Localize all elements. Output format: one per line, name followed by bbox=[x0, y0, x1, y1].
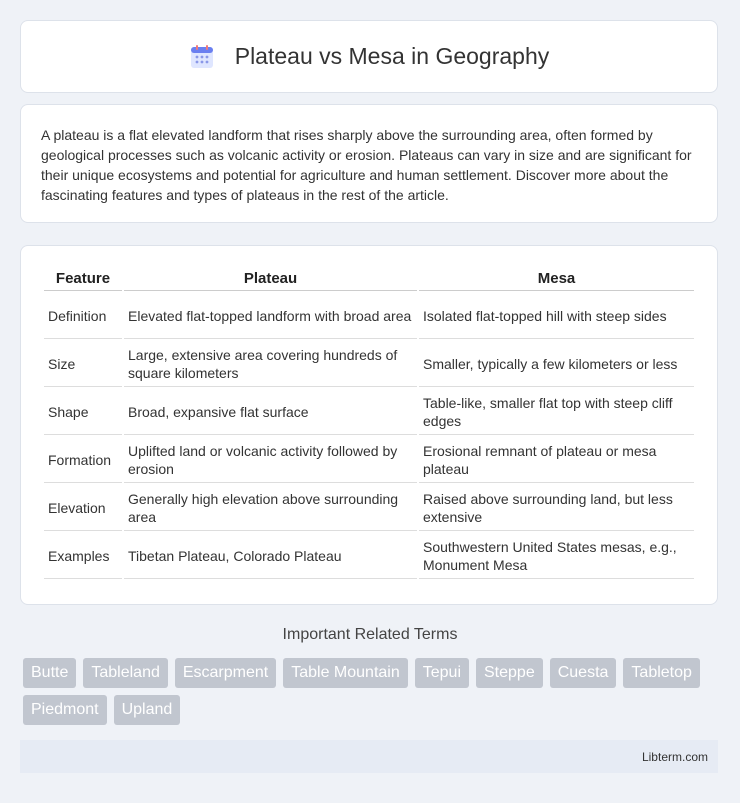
table-row bbox=[44, 293, 694, 339]
plateau-cell: Generally high elevation above surrounding area bbox=[124, 485, 417, 531]
column-header-feature: Feature bbox=[44, 266, 122, 291]
plateau-cell: Large, extensive area covering hundreds of square kilometers bbox=[124, 341, 417, 387]
plateau-cell: Tibetan Plateau, Colorado Plateau bbox=[124, 533, 417, 579]
table-row bbox=[44, 437, 694, 483]
feature-cell: Formation bbox=[44, 437, 122, 483]
tag-butte[interactable]: Butte bbox=[23, 658, 76, 688]
plateau-cell: Broad, expansive flat surface bbox=[124, 389, 417, 435]
plateau-cell: Uplifted land or volcanic activity followed by erosion bbox=[124, 437, 417, 483]
comparison-table bbox=[42, 264, 696, 581]
tag-piedmont[interactable]: Piedmont bbox=[23, 695, 107, 725]
mesa-cell: Smaller, typically a few kilometers or less bbox=[419, 341, 694, 387]
related-terms-list bbox=[23, 658, 723, 725]
tag-steppe[interactable]: Steppe bbox=[476, 658, 543, 688]
tag-escarpment[interactable]: Escarpment bbox=[175, 658, 276, 688]
tag-tableland[interactable]: Tableland bbox=[83, 658, 168, 688]
table-row bbox=[44, 533, 694, 579]
header-card bbox=[20, 20, 718, 93]
comparison-table-card bbox=[20, 245, 718, 605]
feature-cell: Definition bbox=[44, 293, 122, 339]
tag-tabletop[interactable]: Tabletop bbox=[623, 658, 700, 688]
table-row bbox=[44, 389, 694, 435]
mesa-cell: Isolated flat-topped hill with steep sides bbox=[419, 293, 694, 339]
calendar-icon bbox=[189, 44, 215, 70]
mesa-cell: Erosional remnant of plateau or mesa plateau bbox=[419, 437, 694, 483]
related-terms-title: Important Related Terms bbox=[282, 626, 458, 643]
mesa-cell: Table-like, smaller flat top with steep cliff edges bbox=[419, 389, 694, 435]
tag-upland[interactable]: Upland bbox=[114, 695, 181, 725]
tag-table-mountain[interactable]: Table Mountain bbox=[283, 658, 408, 688]
tag-tepui[interactable]: Tepui bbox=[415, 658, 469, 688]
tag-cuesta[interactable]: Cuesta bbox=[550, 658, 617, 688]
feature-cell: Elevation bbox=[44, 485, 122, 531]
plateau-cell: Elevated flat-topped landform with broad area bbox=[124, 293, 417, 339]
footer bbox=[20, 740, 718, 773]
feature-cell: Examples bbox=[44, 533, 122, 579]
mesa-cell: Raised above surrounding land, but less extensive bbox=[419, 485, 694, 531]
table-row bbox=[44, 341, 694, 387]
mesa-cell: Southwestern United States mesas, e.g., Monument Mesa bbox=[419, 533, 694, 579]
page-title: Plateau vs Mesa in Geography bbox=[234, 43, 550, 69]
column-header-plateau: Plateau bbox=[124, 266, 417, 291]
intro-text: A plateau is a flat elevated landform that rises sharply above the surrounding area, often formed by geological processes such as volcanic activity or erosion. Plateaus can vary in size and are significant for their unique ecosystems and potential for agriculture and human settlement. Discover more about the fascinating features and types of plateaus in the rest of the article. bbox=[41, 127, 692, 203]
footer-site-link[interactable]: Libterm.com bbox=[641, 749, 708, 764]
intro-card bbox=[20, 104, 718, 223]
table-row bbox=[44, 485, 694, 531]
column-header-mesa: Mesa bbox=[419, 266, 694, 291]
table-header-row bbox=[44, 266, 694, 291]
feature-cell: Size bbox=[44, 341, 122, 387]
feature-cell: Shape bbox=[44, 389, 122, 435]
